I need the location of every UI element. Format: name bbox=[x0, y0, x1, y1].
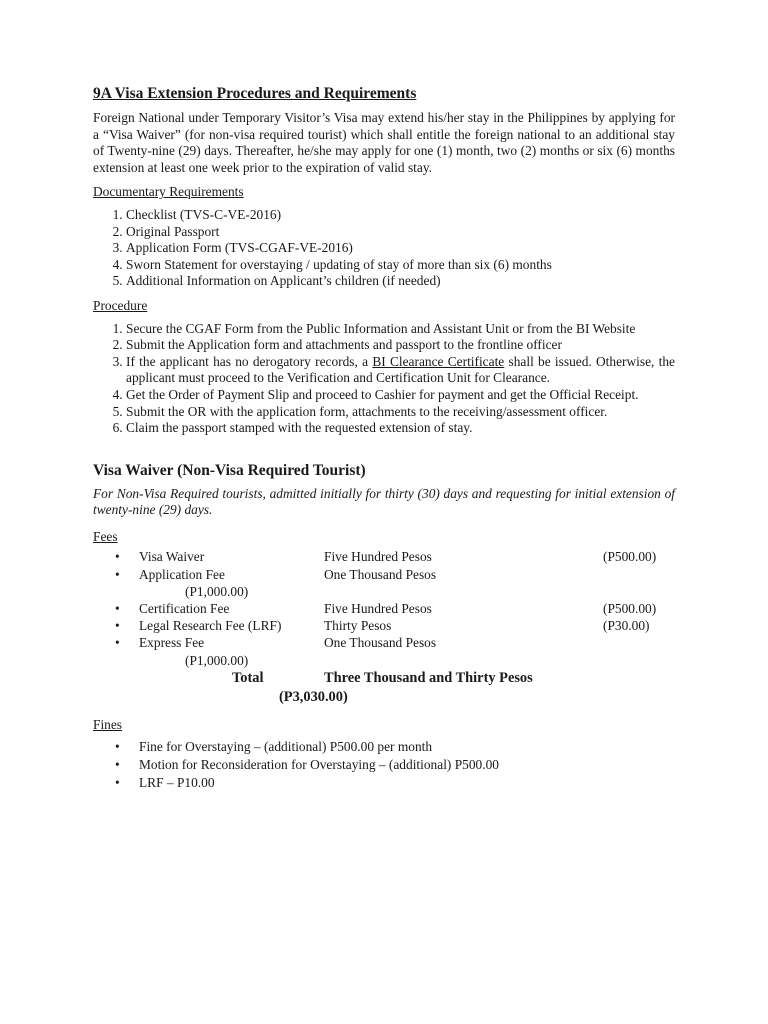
bullet: • bbox=[115, 618, 120, 634]
bullet: • bbox=[115, 739, 120, 755]
procedure-list bbox=[93, 321, 675, 437]
fees-total-row bbox=[93, 670, 675, 689]
total-words: Three Thousand and Thirty Pesos bbox=[324, 669, 533, 686]
bullet: • bbox=[115, 566, 120, 582]
fee-name: Certification Fee bbox=[139, 601, 230, 617]
list-item: 5. Submit the OR with the application form, attachments to the receiving/assessment officer. bbox=[126, 404, 675, 421]
bullet: • bbox=[115, 775, 120, 791]
list-item: 2. Submit the Application form and attachments and passport to the frontline officer bbox=[126, 337, 675, 354]
fine-text: Motion for Reconsideration for Overstaying – (additional) P500.00 bbox=[139, 757, 499, 773]
bullet: • bbox=[115, 601, 120, 617]
list-item: 1. Secure the CGAF Form from the Public Information and Assistant Unit or from the BI Website bbox=[126, 321, 675, 338]
procedure-text: If the applicant has no derogatory records, a bbox=[126, 353, 373, 369]
fee-row bbox=[93, 635, 675, 652]
fee-row bbox=[93, 549, 675, 566]
procedure-text: shall be issued. Otherwise, the applicant must proceed to the Verification and Certification Unit for Clearance. bbox=[126, 353, 676, 386]
bullet: • bbox=[115, 549, 120, 565]
fee-amount-continued: (P1,000.00) bbox=[185, 652, 249, 668]
list-item: 6. Claim the passport stamped with the requested extension of stay. bbox=[126, 420, 675, 437]
fines-heading: Fines bbox=[93, 716, 123, 732]
fee-amount: (P500.00) bbox=[603, 549, 657, 565]
list-item: 1. Checklist (TVS-C-VE-2016) bbox=[126, 207, 675, 224]
procedure-heading: Procedure bbox=[93, 297, 148, 313]
intro-paragraph: Foreign National under Temporary Visitor’s Visa may extend his/her stay in the Philippines by applying for a “Visa Waiver” (for non-visa required tourist) which shall entitle the foreign national to an additional stay of Twenty-nine (29) days. Thereafter, he/she may apply for one (1) month, two (2) months or six (6) months extension at least one week prior to the expiration of valid stay. bbox=[93, 110, 675, 175]
bullet: • bbox=[115, 757, 120, 773]
fee-name: Express Fee bbox=[139, 635, 205, 651]
section-title-visa-waiver: Visa Waiver (Non-Visa Required Tourist) bbox=[93, 461, 366, 479]
fines-list bbox=[93, 739, 675, 793]
list-item bbox=[93, 775, 675, 793]
list-item bbox=[93, 757, 675, 775]
fine-text: LRF – P10.00 bbox=[139, 775, 215, 791]
fee-row bbox=[93, 601, 675, 618]
fees-heading: Fees bbox=[93, 528, 118, 544]
fee-words: Thirty Pesos bbox=[324, 618, 392, 634]
bi-clearance-certificate-link[interactable]: BI Clearance Certificate bbox=[372, 353, 505, 369]
list-item: 4. Sworn Statement for overstaying / updating of stay of more than six (6) months bbox=[126, 257, 675, 274]
documentary-requirements-list bbox=[93, 207, 675, 290]
total-amount: (P3,030.00) bbox=[279, 688, 348, 705]
fee-name: Application Fee bbox=[139, 566, 225, 582]
bullet: • bbox=[115, 635, 120, 651]
list-item: 3. Application Form (TVS-CGAF-VE-2016) bbox=[126, 240, 675, 257]
list-item: 4. Get the Order of Payment Slip and proceed to Cashier for payment and get the Official Receipt. bbox=[126, 387, 675, 404]
list-item bbox=[126, 354, 675, 387]
section-title-9a-visa-extension: 9A Visa Extension Procedures and Requirements bbox=[93, 85, 417, 102]
fees-list bbox=[93, 549, 675, 708]
fee-row bbox=[93, 618, 675, 635]
fee-amount: (P500.00) bbox=[603, 601, 657, 617]
documentary-requirements-heading: Documentary Requirements bbox=[93, 184, 244, 200]
fee-amount-continued: (P1,000.00) bbox=[185, 583, 249, 599]
fee-words: One Thousand Pesos bbox=[324, 566, 437, 582]
fee-words: One Thousand Pesos bbox=[324, 635, 437, 651]
list-item bbox=[93, 739, 675, 757]
list-item: 2. Original Passport bbox=[126, 224, 675, 241]
fee-words: Five Hundred Pesos bbox=[324, 549, 432, 565]
fine-text: Fine for Overstaying – (additional) P500.00 per month bbox=[139, 739, 433, 755]
fee-name: Legal Research Fee (LRF) bbox=[139, 618, 282, 634]
total-label: Total bbox=[232, 669, 264, 686]
fee-name: Visa Waiver bbox=[139, 549, 205, 565]
fee-words: Five Hundred Pesos bbox=[324, 601, 432, 617]
fee-row bbox=[93, 567, 675, 584]
visa-waiver-intro: For Non-Visa Required tourists, admitted initially for thirty (30) days and requesting for initial extension of twenty-nine (29) days. bbox=[93, 485, 675, 518]
document-page bbox=[93, 84, 675, 793]
fee-amount: (P30.00) bbox=[603, 618, 650, 634]
list-item: 5. Additional Information on Applicant’s children (if needed) bbox=[126, 273, 675, 290]
